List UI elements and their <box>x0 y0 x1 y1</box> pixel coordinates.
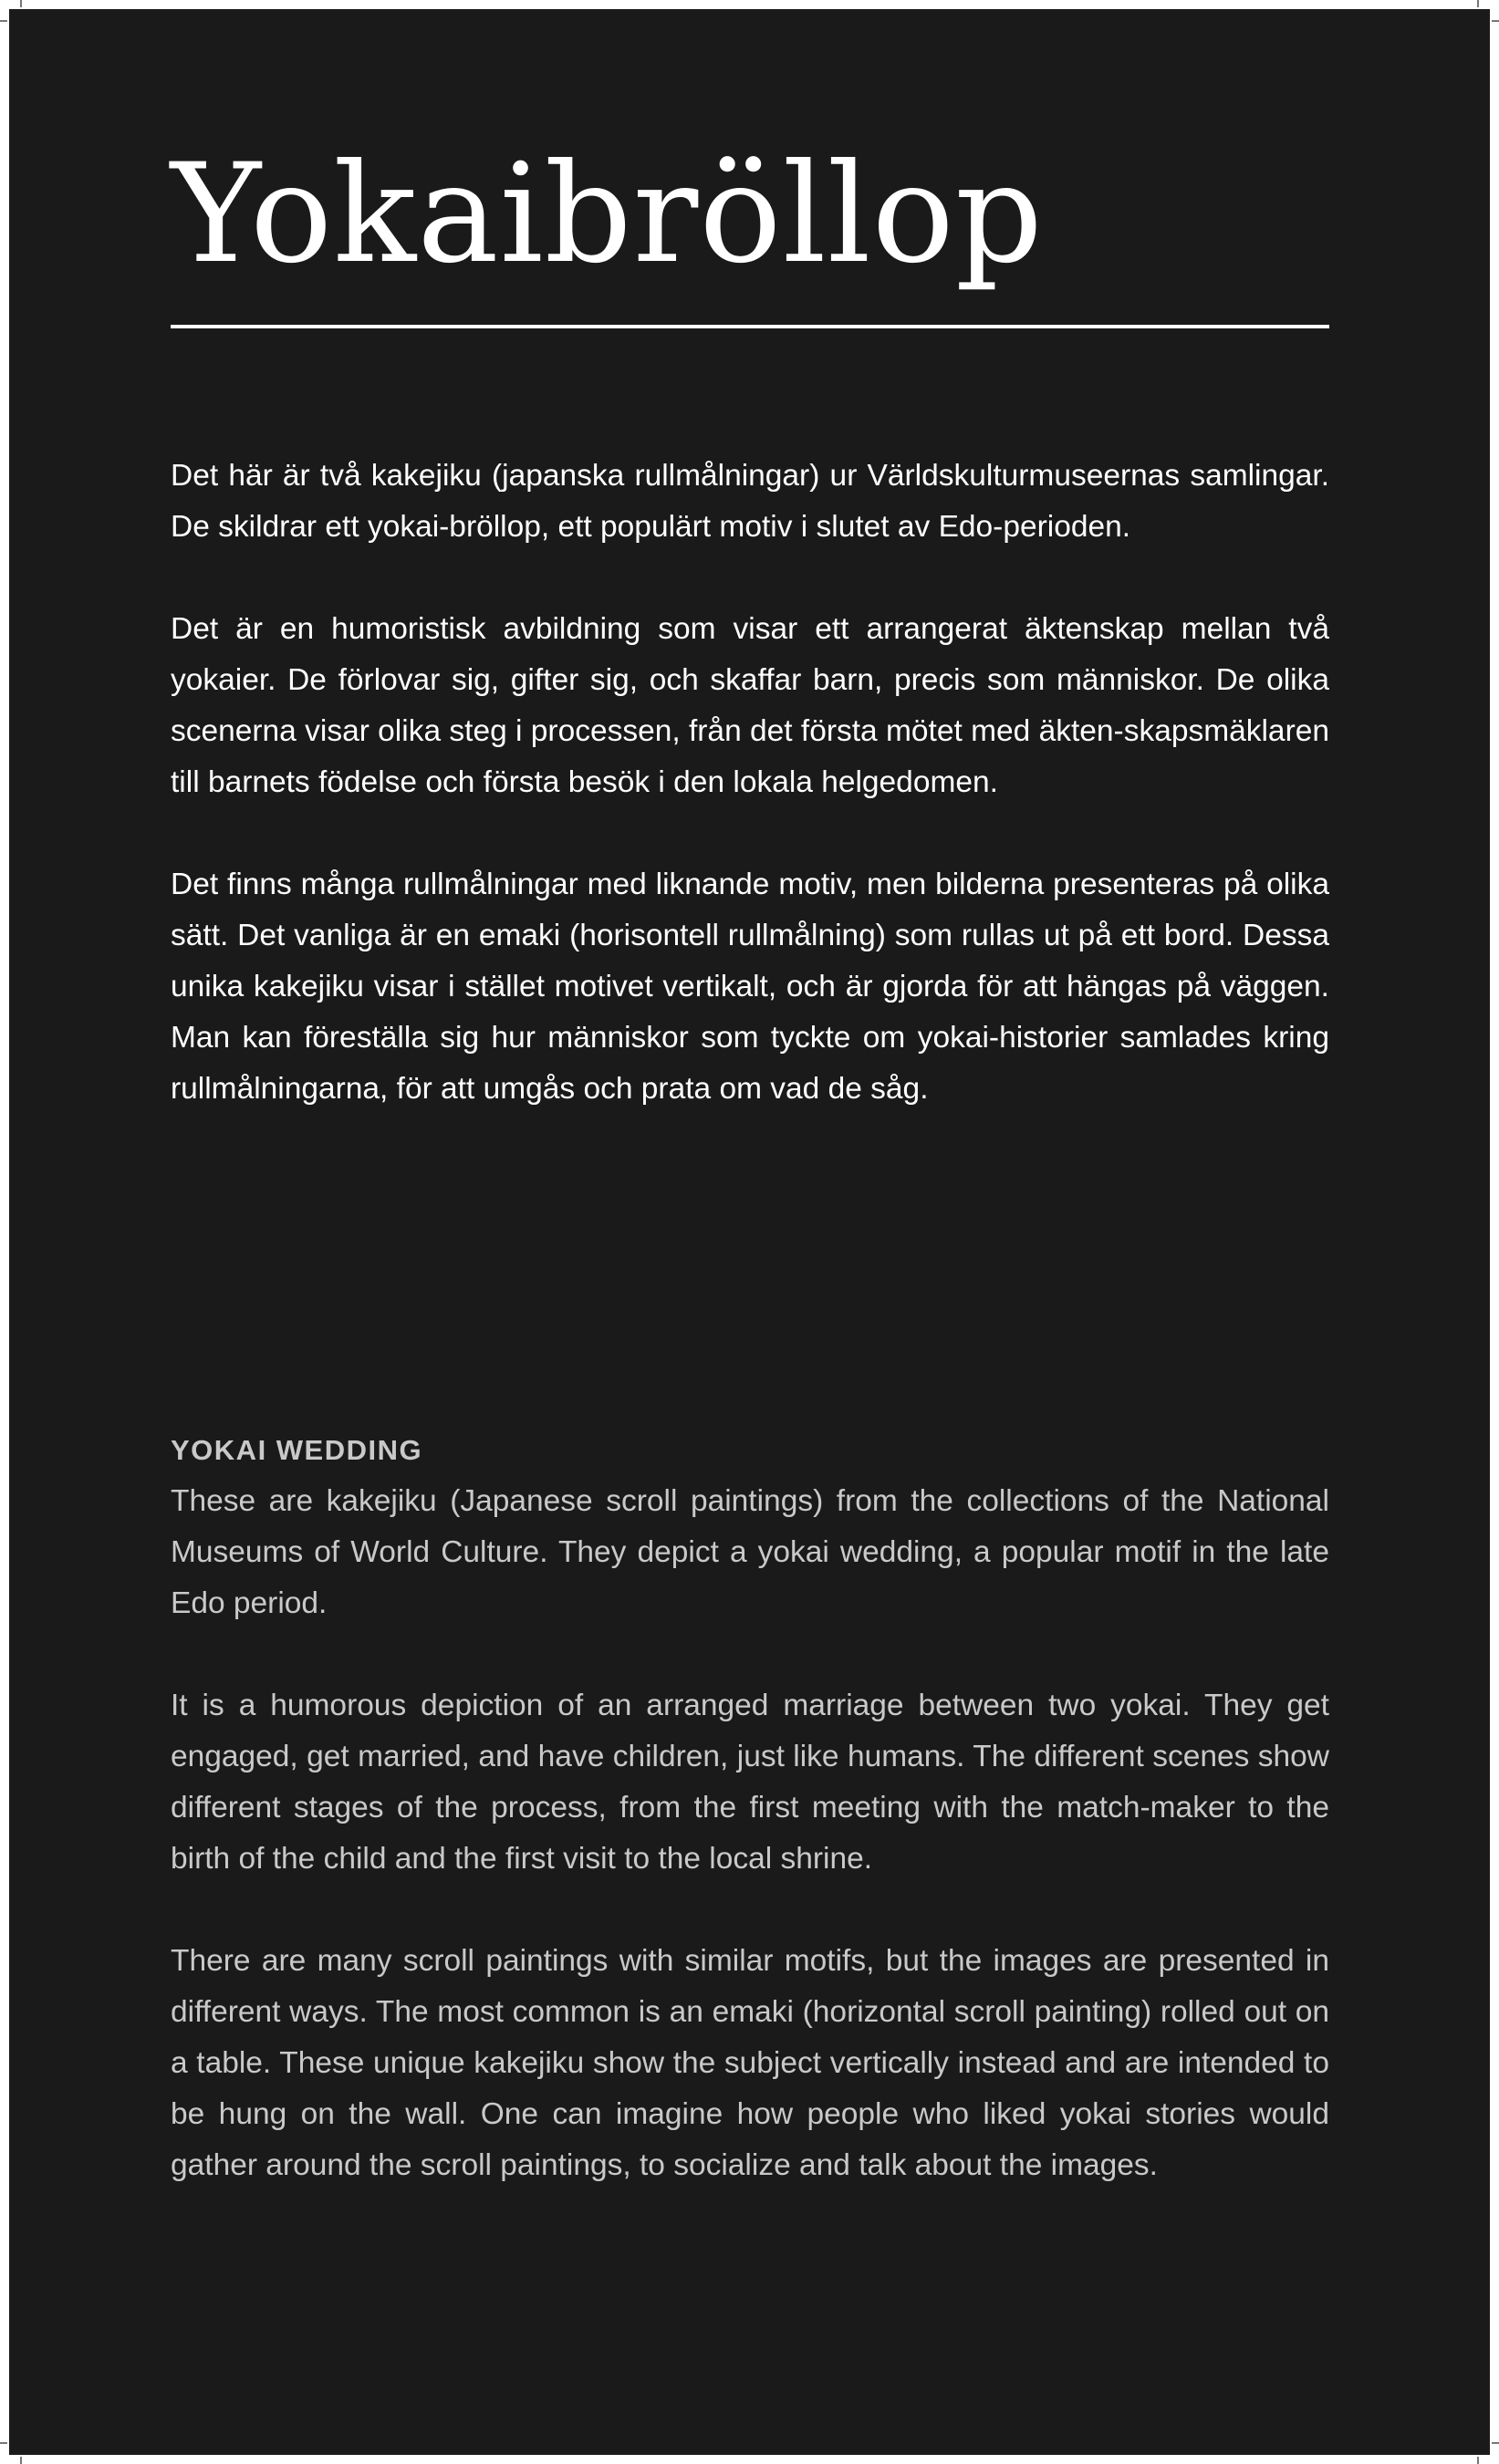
english-paragraph-1: These are kakejiku (Japanese scroll paintings) from the collections of the National Museums of World Culture. They depict a yokai wedding, a popular motif in the late Edo period. <box>171 1484 1329 1620</box>
english-paragraph-2: It is a humorous depiction of an arranged marriage between two yokai. They get engaged, get married, and have children, just like humans. The different scenes show different stages of the process, from the first meeting with the match-maker to the birth of the child and the first visit to the local shrine. <box>171 1689 1329 1876</box>
crop-mark-bottom-right-v <box>1477 2457 1479 2464</box>
crop-mark-bottom-right-h <box>1492 2442 1499 2444</box>
title-divider <box>171 325 1329 328</box>
crop-mark-top-right-v <box>1477 0 1479 7</box>
crop-mark-bottom-left-h <box>0 2442 7 2444</box>
crop-mark-top-right-h <box>1492 20 1499 22</box>
crop-mark-bottom-left-v <box>20 2457 22 2464</box>
english-heading: YOKAI WEDDING <box>171 1434 423 1466</box>
swedish-text-block <box>171 451 1329 1166</box>
crop-mark-top-left-v <box>20 0 22 7</box>
swedish-paragraph-3: Det finns många rullmålningar med liknande motiv, men bilderna presenteras på olika sätt. Det vanliga är en emaki (horisontell rullmålning) som rullas ut på ett bord. Dessa unika kakejiku visar i stället motivet vertikalt, och är gjorda för att hängas på väggen. Man kan föreställa sig hur människor som tyckte om yokai-historier samlades kring rullmålningarna, för att umgås och prata om vad de såg. <box>171 868 1329 1106</box>
panel-title: Yokaibröllop <box>171 135 1044 294</box>
english-paragraph-3: There are many scroll paintings with similar motifs, but the images are presented in different ways. The most common is an emaki (horizontal scroll painting) rolled out on a table. These unique kakejiku show the subject vertically instead and are intended to be hung on the wall. One can imagine how people who liked yokai stories would gather around the scroll paintings, to socialize and talk about the images. <box>171 1944 1329 2182</box>
swedish-paragraph-1: Det här är två kakejiku (japanska rullmålningar) ur Världskulturmuseernas samlingar. De skildrar ett yokai-bröllop, ett populärt motiv i slutet av Edo-perioden. <box>171 459 1329 544</box>
exhibit-panel <box>9 9 1490 2455</box>
swedish-paragraph-2: Det är en humoristisk avbildning som visar ett arrangerat äktenskap mellan två yokaier. De förlovar sig, gifter sig, och skaffar barn, precis som människor. De olika scenerna visar olika steg i processen, från det första mötet med äkten-skapsmäklaren till barnets födelse och första besök i den lokala helgedomen. <box>171 612 1329 799</box>
crop-mark-top-left-h <box>0 20 7 22</box>
english-text-block <box>171 1425 1329 2242</box>
